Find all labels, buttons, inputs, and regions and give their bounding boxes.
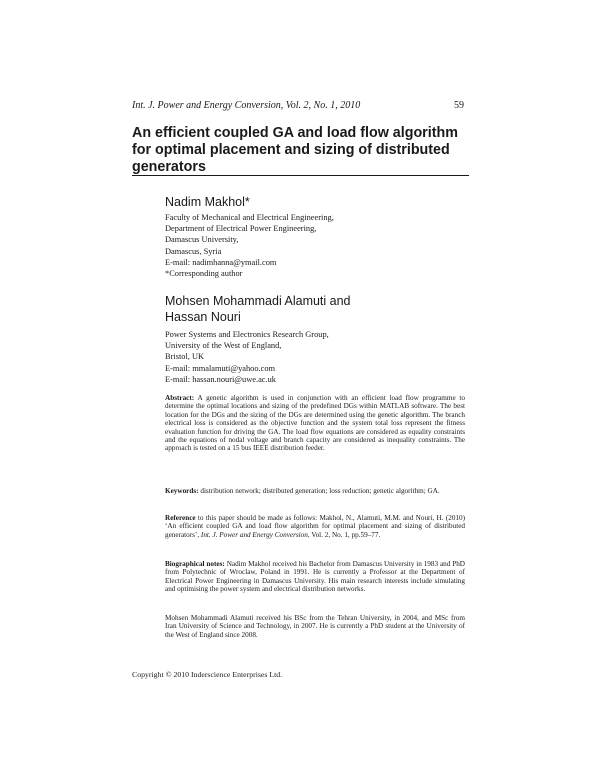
reference-journal: Int. J. Power and Energy Conversion — [200, 530, 308, 539]
affiliation-line: Damascus, Syria — [165, 246, 222, 256]
abstract — [165, 394, 465, 453]
author-1-email: E-mail: nadimhanna@ymail.com — [165, 257, 277, 267]
author-1-name: Nadim Makhol* — [165, 195, 250, 209]
title-divider — [132, 175, 469, 176]
affiliation-line: Department of Electrical Power Engineering, — [165, 224, 317, 234]
author-1-affiliation — [165, 212, 465, 279]
page-number: 59 — [454, 100, 464, 111]
author-2-name-line1: Mohsen Mohammadi Alamuti and — [165, 294, 351, 308]
journal-running-head: Int. J. Power and Energy Conversion, Vol. 2, No. 1, 2010 — [132, 100, 361, 111]
keywords-label: Keywords: — [165, 487, 199, 495]
reference-volume: , Vol. 2, No. 1, pp.59–77. — [307, 530, 381, 539]
affiliation-line: University of the West of England, — [165, 341, 282, 351]
reference — [165, 514, 465, 539]
author-2-affiliation — [165, 329, 465, 385]
paper-title: An efficient coupled GA and load flow algorithm for optimal placement and sizing of distributed generators — [132, 125, 458, 175]
affiliation-line: Bristol, UK — [165, 352, 205, 362]
keywords — [165, 487, 465, 495]
bio-text-1: Nadim Makhol received his Bachelor from Damascus University in 1983 and PhD from Polytechnic of Wroclaw, Poland in 1991. He is currently a Professor at the Department of Electrical Power Engineering in Damascus University. His main research interests include simulating and optimising the power system and electrical distribution networks. — [165, 560, 466, 594]
reference-label: Reference — [165, 514, 196, 522]
keywords-text: distribution network; distributed generation; loss reduction; genetic algorithm; GA. — [200, 487, 440, 495]
affiliation-line: Power Systems and Electronics Research Group, — [165, 330, 329, 339]
copyright-notice: Copyright © 2010 Inderscience Enterprises Ltd. — [132, 670, 283, 679]
abstract-text: A genetic algorithm is used in conjunction with an efficient load flow programme to determine the optimal locations and sizing of the predefined DGs within MATLAB software. The best location for the DGs and the sizing of the DGs are determined using the genetic algorithm. The branch electrical loss is considered as the objective function and the system total loss represent the fitness evaluation function for driving the GA. The load flow equations are considered as equality constraints and the equations of nodal voltage and branch capacity are considered as inequality constraints. The approach is tested on a 15 bus IEEE distribution feeder. — [165, 394, 465, 453]
author-2-name-line2: Hassan Nouri — [165, 310, 241, 324]
abstract-label: Abstract: — [165, 394, 195, 402]
affiliation-line: Faculty of Mechanical and Electrical Engineering, — [165, 213, 334, 222]
bio-label: Biographical notes: — [165, 560, 225, 568]
bio-text-2: Mohsen Mohammadi Alamuti received his BSc from the Tehran University, in 2004, and MSc from Iran University of Science and Technology, in 2007. He is currently a PhD student at the University of the West of England since 2008. — [165, 614, 465, 639]
affiliation-line: Damascus University, — [165, 235, 239, 245]
author-2-email: E-mail: mmalamuti@yahoo.com — [165, 363, 276, 373]
biographical-notes-2 — [165, 614, 465, 639]
corresponding-author-note: *Corresponding author — [165, 269, 243, 279]
author-3-email: E-mail: hassan.nouri@uwe.ac.uk — [165, 374, 276, 384]
biographical-notes — [165, 560, 465, 594]
reference-text: to this paper should be made as follows: Makhol, N., Alamuti, M.M. and Nouri, H. (2010) ‘An efficient coupled GA and load flow algorithm for optimal placement and sizing of distributed generators’, — [165, 514, 466, 539]
